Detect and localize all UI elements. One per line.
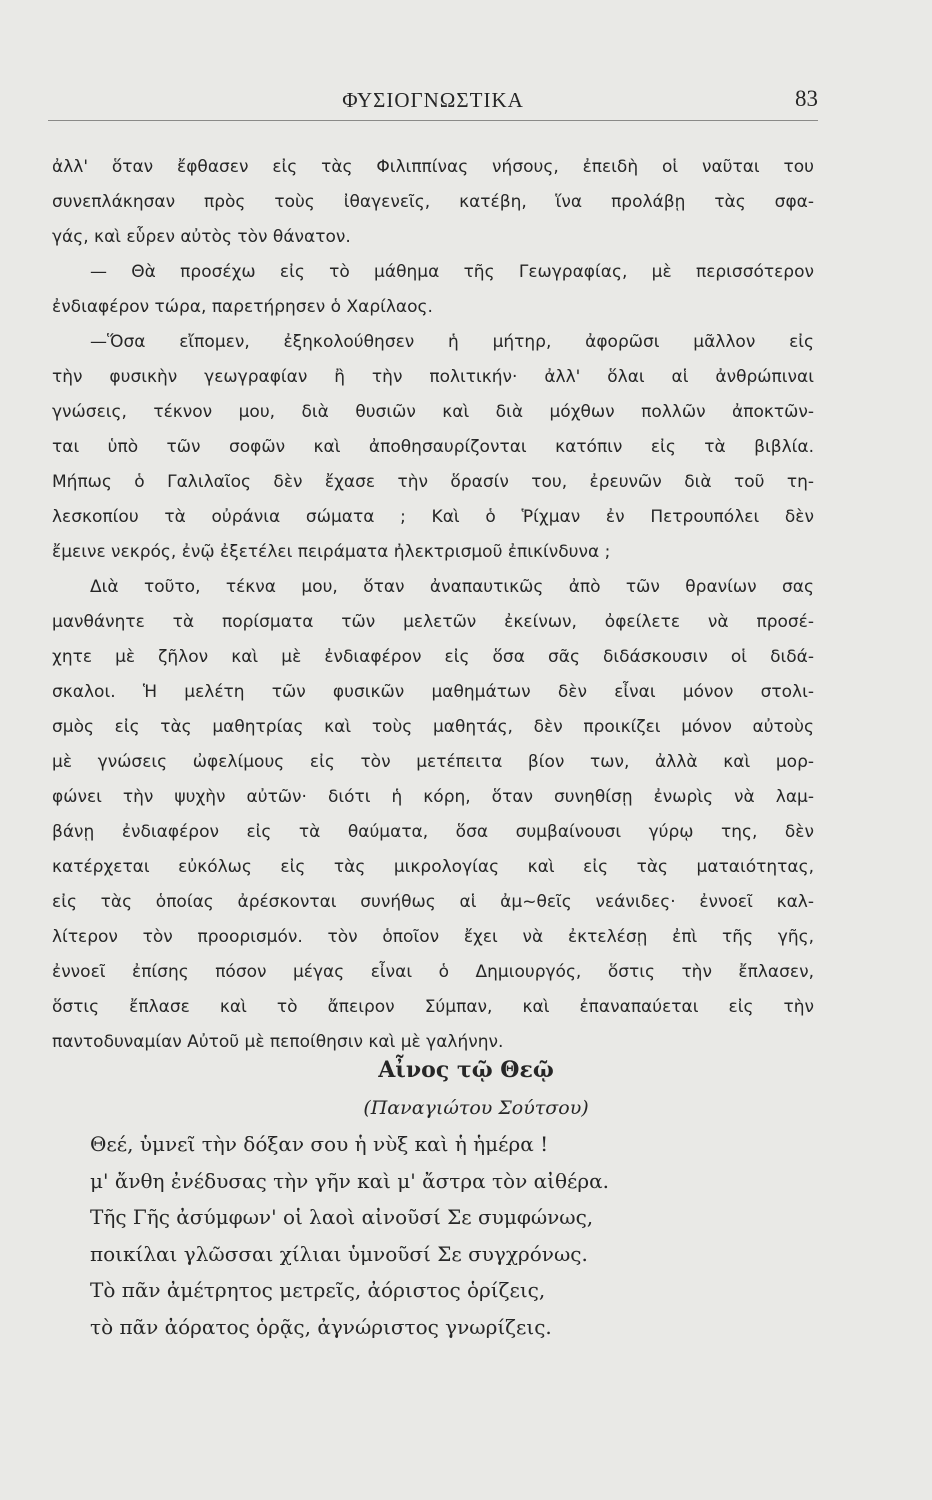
poem-author: (Παναγιώτου Σούτσου) bbox=[363, 1097, 589, 1119]
text-line: γνώσεις, τέκνον μου, διὰ θυσιῶν καὶ διὰ μόχθων πολλῶν ἀποκτῶν- bbox=[52, 402, 814, 422]
header-rule bbox=[48, 120, 818, 121]
verse-line: τὸ πᾶν ἀόρατος ὁρᾷς, ἀγνώριστος γνωρίζεις. bbox=[90, 1314, 552, 1339]
text-line: φώνει τὴν ψυχὴν αὐτῶν· διότι ἡ κόρη, ὅταν συνηθίσῃ ἐνωρὶς νὰ λαμ- bbox=[52, 787, 814, 807]
page-header bbox=[48, 82, 818, 122]
text-line: σμὸς εἰς τὰς μαθητρίας καὶ τοὺς μαθητάς, δὲν προικίζει μόνον αὐτοὺς bbox=[52, 717, 814, 737]
text-line: ἐνδιαφέρον τώρα, παρετήρησεν ὁ Χαρίλαος. bbox=[52, 297, 433, 317]
verse-line: Τὸ πᾶν ἀμέτρητος μετρεῖς, ἀόριστος ὁρίζεις, bbox=[90, 1278, 546, 1302]
text-line: ἐννοεῖ ἐπίσης πόσον μέγας εἶναι ὁ Δημιουργός, ὅστις τὴν ἔπλασεν, bbox=[52, 962, 814, 982]
page-number: 83 bbox=[795, 86, 818, 111]
running-title: ΦΥΣΙΟΓΝΩΣΤΙΚΑ bbox=[342, 88, 524, 112]
text-line: σκαλοι. Ἡ μελέτη τῶν φυσικῶν μαθημάτων δὲν εἶναι μόνον στολι- bbox=[52, 682, 814, 702]
text-line: μὲ γνώσεις ὠφελίμους εἰς τὸν μετέπειτα βίον των, ἀλλὰ καὶ μορ- bbox=[52, 752, 814, 772]
text-line: συνεπλάκησαν πρὸς τοὺς ἰθαγενεῖς, κατέβη, ἵνα προλάβῃ τὰς σφα- bbox=[52, 192, 814, 212]
text-line: γάς, καὶ εὗρεν αὐτὸς τὸν θάνατον. bbox=[52, 227, 351, 247]
text-line: ἀλλ' ὅταν ἔφθασεν εἰς τὰς Φιλιππίνας νήσους, ἐπειδὴ οἱ ναῦται του bbox=[52, 157, 814, 177]
verse-line: Θεέ, ὑμνεῖ τὴν δόξαν σου ἡ νὺξ καὶ ἡ ἡμέρα ! bbox=[90, 1132, 549, 1156]
text-line: εἰς τὰς ὁποίας ἀρέσκονται συνήθως αἱ ἀμ~θεῖς νεάνιδες· ἐννοεῖ καλ- bbox=[52, 892, 814, 912]
text-line: μανθάνητε τὰ πορίσματα τῶν μελετῶν ἐκείνων, ὀφείλετε νὰ προσέ- bbox=[52, 612, 814, 632]
text-line: λίτερον τὸν προορισμόν. τὸν ὁποῖον ἔχει νὰ ἐκτελέσῃ ἐπὶ τῆς γῆς, bbox=[52, 927, 814, 947]
text-line: ἔμεινε νεκρός, ἐνῷ ἐξετέλει πειράματα ἠλεκτρισμοῦ ἐπικίνδυνα ; bbox=[52, 542, 611, 562]
verse-line: Τῆς Γῆς ἀσύμφων' οἱ λαοὶ αἰνοῦσί Σε συμφώνως, bbox=[90, 1205, 594, 1229]
text-line: τὴν φυσικὴν γεωγραφίαν ἢ τὴν πολιτικήν· ἀλλ' ὅλαι αἱ ἀνθρώπιναι bbox=[52, 367, 814, 387]
text-line: χητε μὲ ζῆλον καὶ μὲ ἐνδιαφέρον εἰς ὅσα σᾶς διδάσκουσιν οἱ διδά- bbox=[52, 647, 814, 667]
text-line: ὅστις ἔπλασε καὶ τὸ ἄπειρον Σύμπαν, καὶ ἐπαναπαύεται εἰς τὴν bbox=[52, 997, 814, 1017]
text-line: ται ὑπὸ τῶν σοφῶν καὶ ἀποθησαυρίζονται κατόπιν εἰς τὰ βιβλία. bbox=[52, 437, 814, 457]
text-line: λεσκοπίου τὰ οὐράνια σώματα ; Καὶ ὁ Ῥίχμαν ἐν Πετρουπόλει δὲν bbox=[52, 507, 814, 527]
text-line: βάνῃ ἐνδιαφέρον εἰς τὰ θαύματα, ὅσα συμβαίνουσι γύρῳ της, δὲν bbox=[52, 822, 814, 842]
text-line: κατέρχεται εὐκόλως εἰς τὰς μικρολογίας καὶ εἰς τὰς ματαιότητας, bbox=[52, 857, 814, 877]
verse-line: ποικίλαι γλῶσσαι χίλιαι ὑμνοῦσί Σε συγχρόνως. bbox=[90, 1241, 588, 1266]
poem-verses bbox=[90, 1126, 790, 1345]
text-line: —Ὅσα εἴπομεν, ἐξηκολούθησεν ἡ μήτηρ, ἀφορῶσι μᾶλλον εἰς bbox=[90, 332, 814, 352]
body-text bbox=[52, 150, 814, 1060]
poem-title: Αἶνος τῷ Θεῷ bbox=[378, 1057, 554, 1083]
verse-line: μ' ἄνθη ἐνέδυσας τὴν γῆν καὶ μ' ἄστρα τὸν αἰθέρα. bbox=[90, 1168, 609, 1193]
text-line: παντοδυναμίαν Αὐτοῦ μὲ πεποίθησιν καὶ μὲ γαλήνην. bbox=[52, 1032, 504, 1052]
text-line: Μήπως ὁ Γαλιλαῖος δὲν ἔχασε τὴν ὅρασίν του, ἐρευνῶν διὰ τοῦ τη- bbox=[52, 472, 814, 492]
text-line: Διὰ τοῦτο, τέκνα μου, ὅταν ἀναπαυτικῶς ἀπὸ τῶν θρανίων σας bbox=[90, 577, 814, 597]
text-line: — Θὰ προσέχω εἰς τὸ μάθημα τῆς Γεωγραφίας, μὲ περισσότερον bbox=[90, 262, 814, 282]
